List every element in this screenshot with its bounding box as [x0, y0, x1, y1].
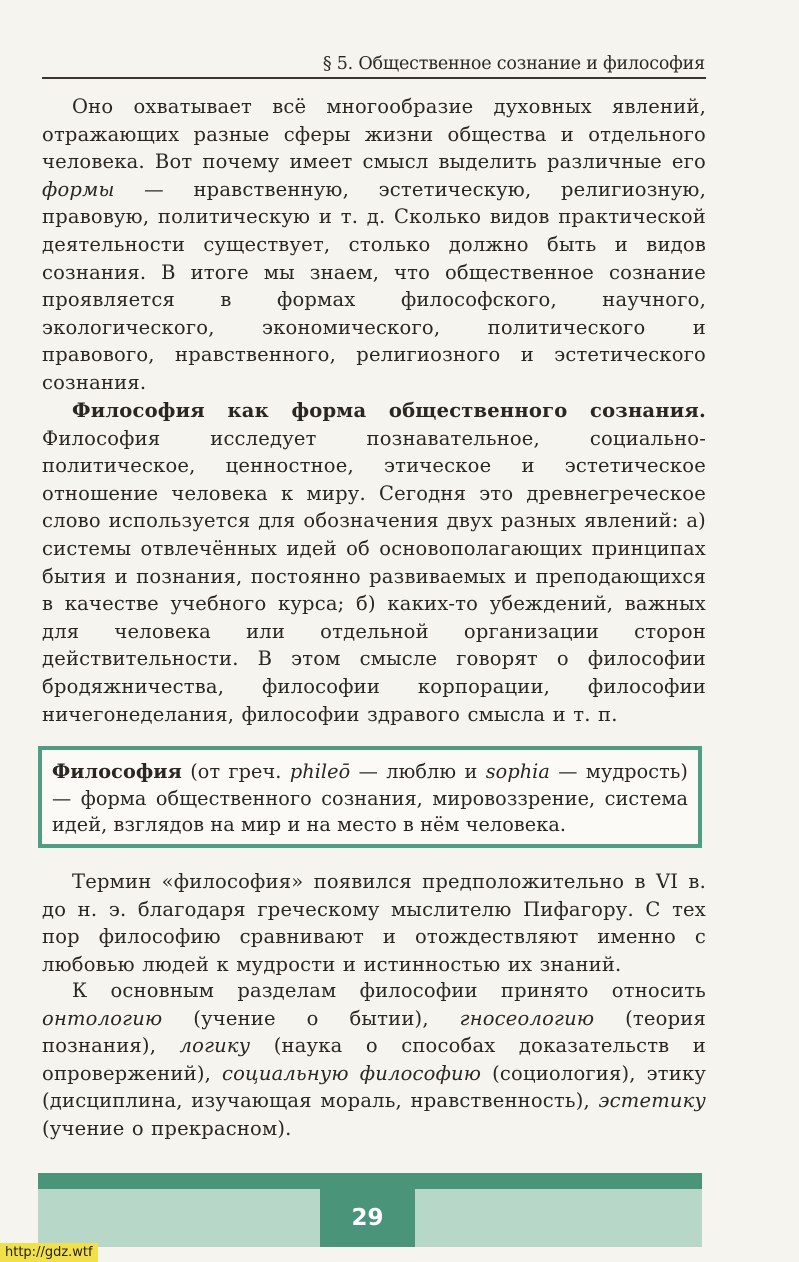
running-header-title: § 5. Общественное сознание и философия — [322, 54, 705, 74]
definition-box — [38, 746, 702, 848]
definition-text-part: — мудрость) — форма общественного сознания, мировоззрение, система идей, взглядов на мир и на место в нём человека. — [52, 760, 688, 836]
paragraph-branches-of-philosophy — [42, 977, 706, 1143]
paragraph-text: — нравственную, эстетическую, религиозную, правовую, политическую и т. д. Сколько видов практической деятельности существует, столько должно быть и видов сознания. В итоге мы знаем, что общественное сознание проявляется в формах философского, научного, экологического, экономического, политического и правового, нравственного, религиозного и эстетического сознания. — [42, 177, 706, 394]
italic-term-aesthetics: эстетику — [598, 1089, 706, 1113]
definition-text — [52, 759, 688, 839]
header-divider — [42, 77, 706, 79]
paragraph-text: Оно охватывает всё многообразие духовных явлений, отражающих разные сферы жизни общества и отдельного человека. Вот почему имеет смысл выделить различные его — [42, 95, 706, 174]
definition-text-part: (от греч. — [181, 760, 290, 783]
greek-word-sophia: sophia — [485, 760, 550, 783]
paragraph-text: (теория познания), — [42, 1006, 706, 1058]
paragraph-philosophy-as-form — [42, 397, 706, 728]
italic-term-forms: формы — [42, 177, 115, 201]
paragraph-term-origin: Термин «философия» появился предположительно в VI в. до н. э. благодаря греческому мыслителю Пифагору. С тех пор философию сравнивают и отождествляют именно с любовью людей к мудрости и истинностью их знаний. — [42, 870, 706, 976]
paragraph-text: (учение о прекрасном). — [42, 1116, 292, 1140]
definition-text-part: — люблю и — [350, 760, 486, 783]
italic-term-ontology: онтологию — [42, 1006, 163, 1030]
page-number: 29 — [320, 1189, 415, 1247]
definition-term: Философия — [52, 760, 182, 783]
section-heading: Философия как форма общественного сознания. — [72, 399, 706, 422]
italic-term-gnoseology: гносеологию — [459, 1006, 595, 1030]
footer-band — [38, 1173, 702, 1189]
paragraph-text: (учение о бытии), — [162, 1006, 460, 1030]
paragraph-forms-of-consciousness — [42, 93, 706, 397]
italic-term-social-philosophy: социальную философию — [221, 1061, 482, 1085]
paragraph-text: (наука о способах доказательств и опровержений), — [42, 1034, 706, 1085]
paragraph-text: К основным разделам философии принято относить — [72, 979, 706, 1002]
footer-panel-left — [38, 1189, 320, 1247]
greek-word-phileo: phileō — [289, 760, 351, 783]
paragraph-text: (социология), этику (дисциплина, изучающая мораль, нравственность), — [42, 1061, 707, 1113]
watermark-link[interactable]: http://gdz.wtf — [0, 1243, 98, 1262]
footer-panel-right — [415, 1189, 702, 1247]
italic-term-logic: логику — [179, 1034, 251, 1058]
paragraph-text: Философия исследует познавательное, социально-политическое, ценностное, этическое и эстетическое отношение человека к миру. Сегодня это древнегреческое слово используется для обозначения двух разных явлений: а) системы отвлечённых идей об основополагающих принципах бытия и познания, постоянно развиваемых и преподающихся в качестве учебного курса; б) каких-то убеждений, важных для человека или отдельной организации сторон действительности. В этом смысле говорят о философии бродяжничества, философии корпорации, философии ничегонеделания, философии здравого смысла и т. п. — [42, 426, 706, 726]
